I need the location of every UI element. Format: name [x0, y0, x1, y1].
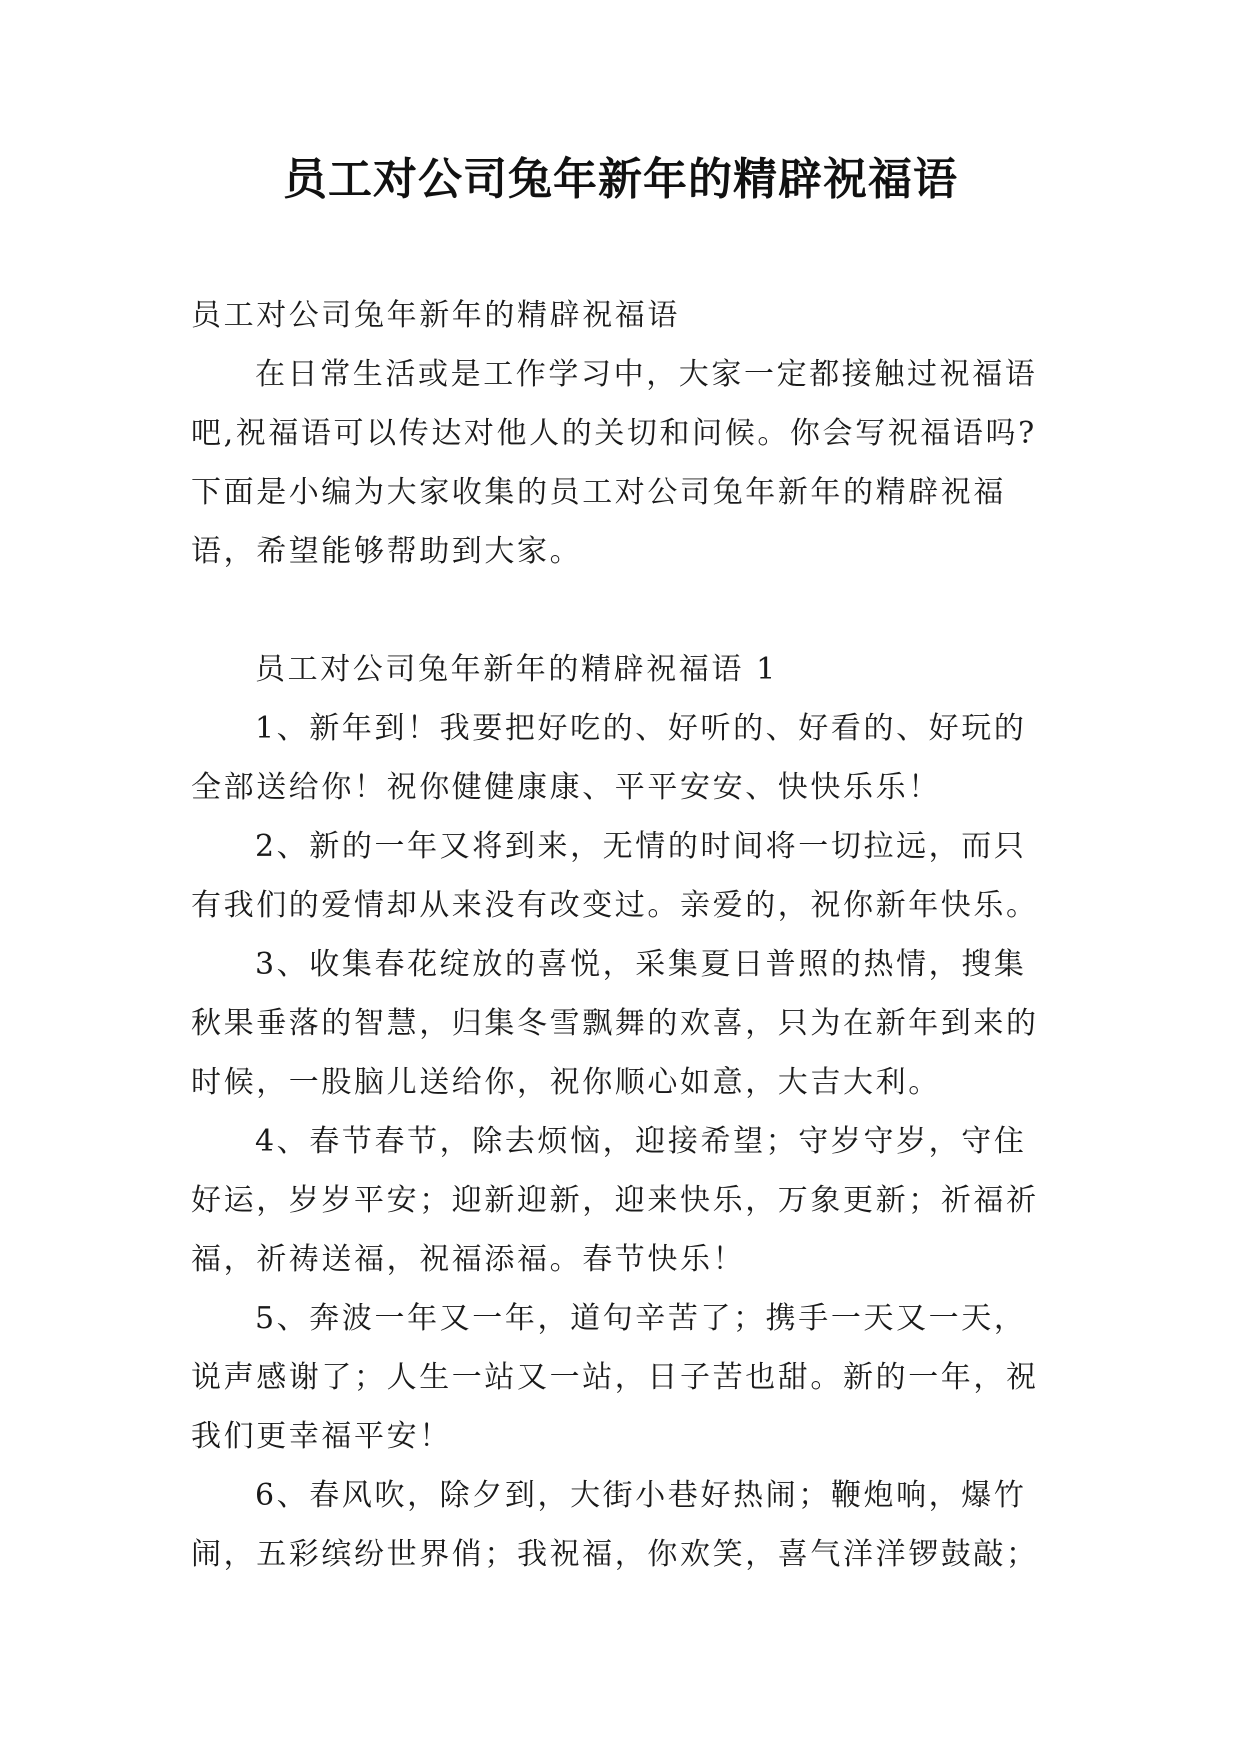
list-item: 2、新的一年又将到来，无情的时间将一切拉远，而只有我们的爱情却从来没有改变过。亲爱的，祝你新年快乐。	[191, 829, 1039, 923]
paragraph-spacer	[191, 581, 1051, 640]
document-body	[191, 286, 1051, 1584]
document-subtitle: 员工对公司兔年新年的精辟祝福语	[191, 298, 680, 333]
list-item: 4、春节春节，除去烦恼，迎接希望；守岁守岁，守住好运，岁岁平安；迎新迎新，迎来快乐，万象更新；祈福祈福，祈祷送福，祝福添福。春节快乐！	[191, 1124, 1039, 1277]
list-item: 1、新年到！我要把好吃的、好听的、好看的、好玩的全部送给你！祝你健健康康、平平安安、快快乐乐！	[191, 711, 1027, 805]
document-title: 员工对公司兔年新年的精辟祝福语	[283, 154, 958, 205]
list-item: 5、奔波一年又一年，道句辛苦了；携手一天又一天，说声感谢了；人生一站又一站，日子苦也甜。新的一年，祝我们更幸福平安！	[191, 1301, 1039, 1454]
list-item: 3、收集春花绽放的喜悦，采集夏日普照的热情，搜集秋果垂落的智慧，归集冬雪飘舞的欢喜，只为在新年到来的时候，一股脑儿送给你，祝你顺心如意，大吉大利。	[191, 947, 1039, 1100]
section-heading: 员工对公司兔年新年的精辟祝福语 1	[255, 652, 778, 687]
list-item: 6、春风吹，除夕到，大街小巷好热闹；鞭炮响，爆竹闹，五彩缤纷世界俏；我祝福，你欢笑，喜气洋洋锣鼓敲；	[191, 1478, 1039, 1572]
intro-paragraph: 在日常生活或是工作学习中，大家一定都接触过祝福语吧,祝福语可以传达对他人的关切和问候。你会写祝福语吗?下面是小编为大家收集的员工对公司兔年新年的精辟祝福语，希望能够帮助到大家。	[191, 357, 1038, 569]
